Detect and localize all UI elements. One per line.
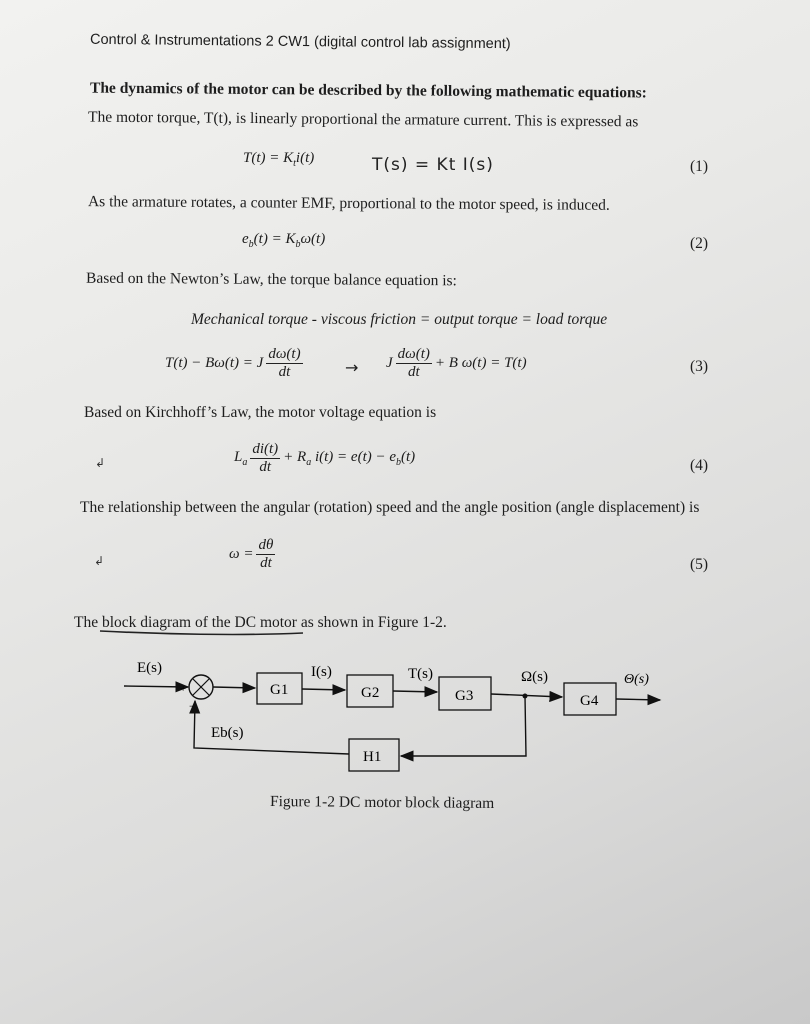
eq3-right-prefix: J [386,354,393,371]
equation-number-4: (4) [690,457,709,474]
eq3-right-suffix: + B ω(t) = T(t) [434,354,527,371]
eq4-den: dt [259,458,272,475]
plus-sign: + [180,683,187,695]
signal-angle: Θ(s) [624,672,649,687]
equation-number-3: (3) [690,358,709,375]
output-arrow [616,699,660,700]
input-arrow [124,686,188,687]
handwritten-note: T(s) = Kt I(s) [372,155,494,175]
mechanical-torque-statement: Mechanical torque - viscous friction = output torque = load torque [191,311,608,328]
eq5-prefix: ω = [229,545,254,562]
block-h1-label: H1 [363,749,382,765]
document-header: Control & Instrumentations 2 CW1 (digital control lab assignment) [89,31,511,53]
summing-junction [189,675,213,699]
block-g3-label: G3 [455,688,474,704]
equation-number-5: (5) [690,556,709,573]
block-g2-label: G2 [361,685,380,701]
paragraph-kirchhoff: Based on Kirchhoff’s Law, the motor voltage equation is [84,404,437,421]
input-label: E(s) [137,660,162,676]
eq3-right-num: dω(t) [397,346,430,362]
eq5-den: dt [260,554,272,571]
figure-caption: Figure 1-2 DC motor block diagram [269,793,495,812]
signal-torque: T(s) [408,666,433,682]
eq3-left-den: dt [278,363,291,380]
block-g1-label: G1 [270,682,289,698]
eq5-num: dθ [258,537,274,553]
eq3-left-prefix: T(t) − Bω(t) = J [165,354,264,371]
equation-number-2: (2) [690,235,709,252]
signal-speed: Ω(s) [521,669,548,685]
equation-number-1: (1) [690,158,709,175]
handwritten-underline [100,631,303,634]
paragraph-emf: As the armature rotates, a counter EMF, proportional to the motor speed, is induced. [87,193,610,214]
equation-2: $e_b(t) = K_b\omega(t)$ [242,231,326,250]
margin-mark-icon: ↲ [95,456,106,470]
implies-arrow: → [345,358,359,377]
eq4-num: di(t) [252,441,279,457]
equation-4: $L_a$ $\frac{di(t)}{dt}$ + $R_a$ $i(t) = e(t) - e_b(t)$ [234,441,416,475]
signal-current: I(s) [311,664,332,680]
equation-1: $T(t) = K_ti(t)$ [243,150,315,169]
paragraph-angular: The relationship between the angular (rotation) speed and the angle position (angle displacement) is [80,499,700,516]
eq3-right-den: dt [407,363,420,380]
block-g4-label: G4 [580,693,599,709]
eq3-left-num: dω(t) [268,346,301,362]
section-heading: The dynamics of the motor can be described by the following mathematic equations: [89,79,647,102]
paragraph-block-diagram: The block diagram of the DC motor as shown in Figure 1-2. [74,614,447,631]
paragraph-torque: The motor torque, T(t), is linearly proportional the armature current. This is expressed as [87,108,639,131]
margin-mark-icon-2: ↲ [94,554,105,568]
paragraph-newton: Based on the Newton’s Law, the torque balance equation is: [85,269,457,290]
feedback-label: Eb(s) [211,725,244,741]
minus-sign: − [189,699,196,713]
